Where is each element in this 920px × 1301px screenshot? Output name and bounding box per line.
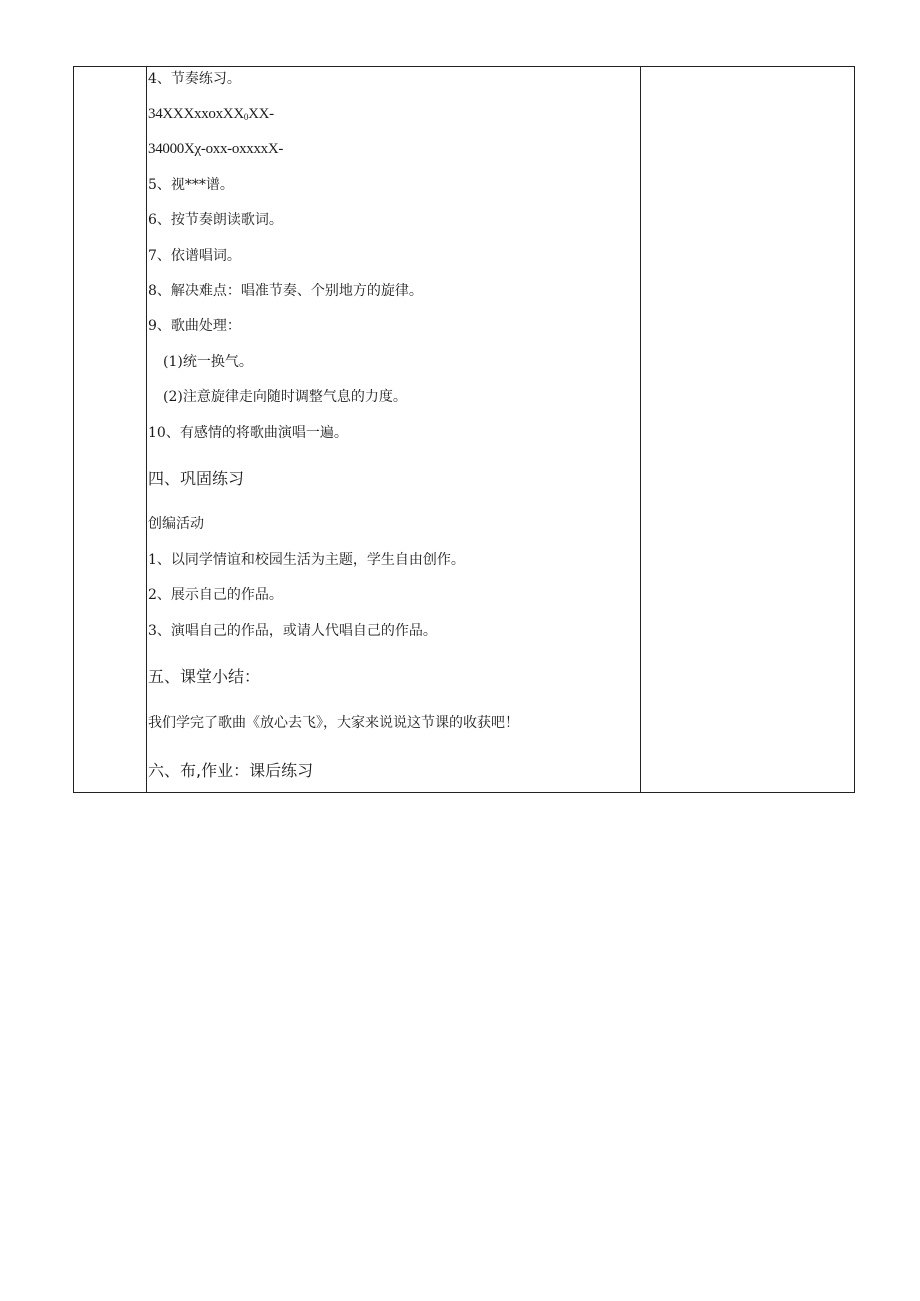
sub-step-melody: (2)注意旋律走向随时调整气息的力度。 xyxy=(163,389,407,405)
step-difficulties: 8、解决难点：唱准节奏、个别地方的旋律。 xyxy=(148,283,423,299)
section-heading-consolidation: 四、巩固练习 xyxy=(148,469,245,488)
activity-item-1: 1、以同学情谊和校园生活为主题，学生自由创作。 xyxy=(148,552,465,568)
activity-item-2: 2、展示自己的作品。 xyxy=(148,587,283,603)
step-rhythm-practice: 4、节奏练习。 xyxy=(148,71,241,87)
step-sing-lyrics: 7、依谱唱词。 xyxy=(148,248,241,264)
step-read-lyrics: 6、按节奏朗读歌词。 xyxy=(148,212,283,228)
right-column-cell xyxy=(640,67,854,792)
summary-text: 我们学完了歌曲《放心去飞》，大家来说说这节课的收获吧！ xyxy=(148,715,519,731)
activity-title: 创编活动 xyxy=(148,516,204,532)
content-column-cell xyxy=(147,67,641,792)
activity-item-3: 3、演唱自己的作品，或请人代唱自己的作品。 xyxy=(148,623,437,639)
step-sing-with-emotion: 10、有感情的将歌曲演唱一遍。 xyxy=(148,425,348,441)
sub-step-breathing: (1)统一换气。 xyxy=(163,354,253,370)
lesson-table xyxy=(73,66,855,793)
rhythm-pattern-1: 34XXXxxoxXX$_0$XX- xyxy=(148,106,274,122)
step-sight-reading: 5、视***谱。 xyxy=(148,177,234,193)
left-column-cell xyxy=(74,67,147,792)
step-song-processing: 9、歌曲处理： xyxy=(148,318,241,334)
section-heading-homework: 六、布,作业：课后练习 xyxy=(148,761,314,780)
section-heading-summary: 五、课堂小结： xyxy=(148,667,261,686)
rhythm-pattern-2: 34000Xχ-oxx-oxxxxX- xyxy=(148,141,284,157)
